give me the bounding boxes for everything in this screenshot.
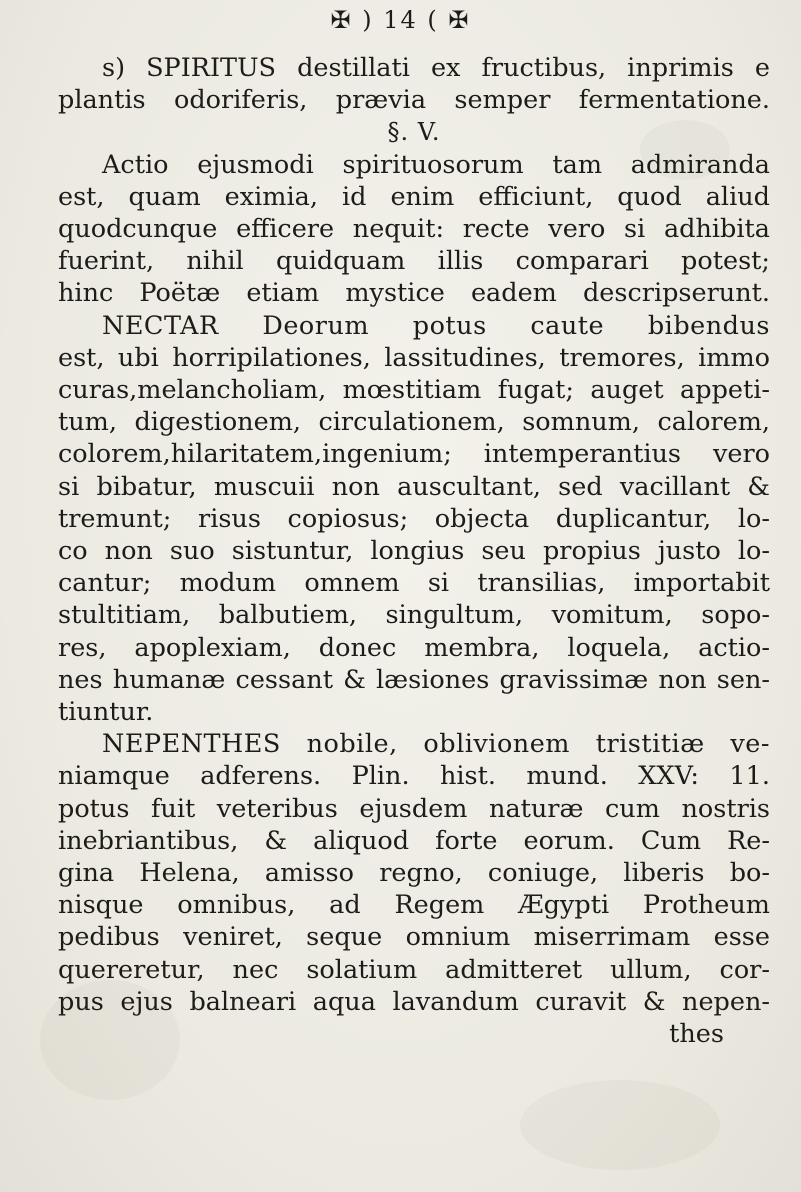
text-line: thes <box>669 1019 724 1050</box>
page-header: ✠ ) 14 ( ✠ <box>330 6 471 34</box>
text-line: potus fuit veteribus ejusdem naturæ cum nostris <box>58 793 770 824</box>
text-line: quodcunque efficere nequit: recte vero si adhibita <box>58 214 770 245</box>
text-line: est, quam eximia, id enim efficiunt, quod aliud <box>58 181 770 212</box>
text-line: §. V. <box>387 118 441 147</box>
paper-stain <box>520 1080 720 1170</box>
text-line: quereretur, nec solatium admitteret ullum, cor- <box>58 954 770 985</box>
text-line: fuerint, nihil quidquam illis comparari potest; <box>58 246 770 277</box>
text-line: gina Helena, amisso regno, coniuge, liberis bo- <box>58 858 770 889</box>
text-line: co non suo sistuntur, longius seu propius justo lo- <box>58 536 770 567</box>
text-line: inebriantibus, & aliquod forte eorum. Cum Re- <box>58 825 770 856</box>
text-line: si bibatur, muscuii non auscultant, sed vacillant & <box>58 471 770 502</box>
text-line: hinc Poëtæ etiam mystice eadem descripserunt. <box>58 278 770 309</box>
text-line: pedibus veniret, seque omnium miserrimam esse <box>58 922 770 953</box>
text-line: tiuntur. <box>58 697 154 728</box>
text-line: pus ejus balneari aqua lavandum curavit & nepen- <box>58 986 770 1017</box>
text-line: tremunt; risus copiosus; objecta duplicantur, lo- <box>58 503 770 534</box>
text-line: tum, digestionem, circulationem, somnum, calorem, <box>58 407 770 438</box>
text-line: Actio ejusmodi spirituosorum tam admiranda <box>102 149 770 180</box>
text-line: nes humanæ cessant & læsiones gravissimæ non sen- <box>58 664 770 695</box>
text-line: niamque adferens. Plin. hist. mund. XXV: 11. <box>58 761 770 792</box>
text-line: NECTAR Deorum potus caute bibendus <box>102 310 770 341</box>
text-line: nisque omnibus, ad Regem Ægypti Protheum <box>58 890 770 921</box>
text-line: s) SPIRITUS destillati ex fructibus, inprimis e <box>102 53 770 83</box>
text-line: curas,melancholiam, mœstitiam fugat; auget appeti- <box>58 375 770 406</box>
text-line: cantur; modum omnem si transilias, importabit <box>58 568 770 599</box>
text-line: NEPENTHES nobile, oblivionem tristitiæ ve- <box>102 729 770 760</box>
text-line: res, apoplexiam, donec membra, loquela, actio- <box>58 632 770 663</box>
text-line: est, ubi horripilationes, lassitudines, tremores, immo <box>58 342 770 373</box>
text-line: stultitiam, balbutiem, singultum, vomitum, sopo- <box>58 600 770 631</box>
text-line: plantis odoriferis, prævia semper fermentatione. <box>58 85 770 116</box>
text-line: colorem,hilaritatem,ingenium; intemperantius vero <box>58 439 770 470</box>
text-body <box>58 52 770 1050</box>
